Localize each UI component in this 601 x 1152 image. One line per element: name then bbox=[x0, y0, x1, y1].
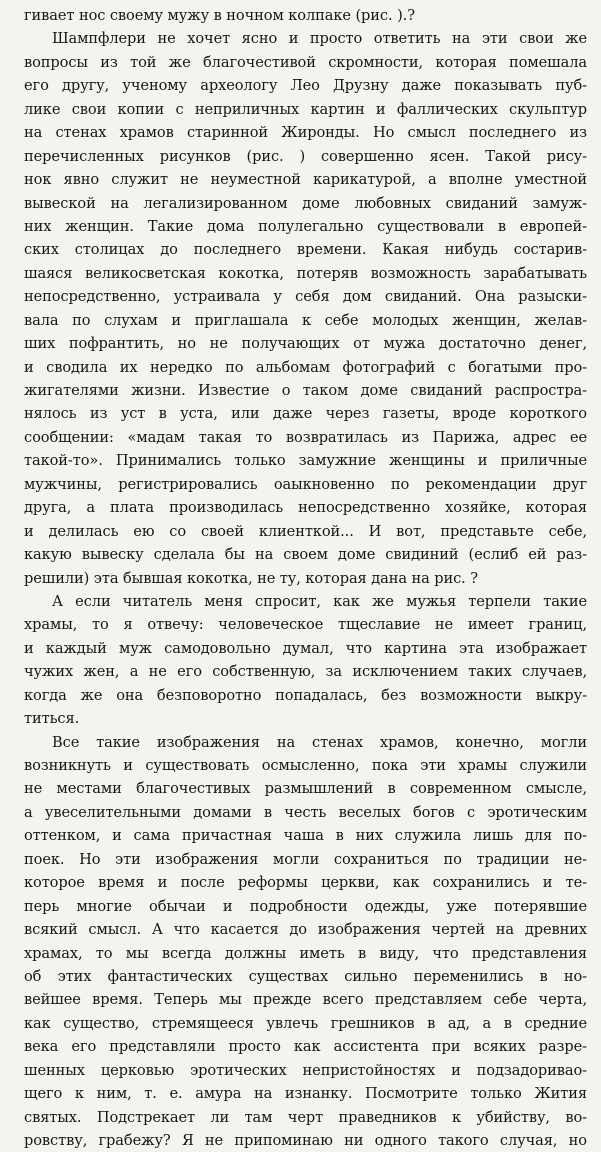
text-line: вейшее время. Теперь мы прежде всего представляем себе черта, bbox=[24, 991, 587, 1009]
text-line: оттенком, и сама причастная чаша в них служила лишь для по- bbox=[24, 827, 587, 845]
text-line: перь многие обычаи и подробности одежды, уже потерявшие bbox=[24, 897, 587, 915]
text-line: храмы, то я отвечу: человеческое тщеславие не имеет границ, bbox=[24, 616, 587, 634]
text-line: друга, а плата производилась непосредственно хозяйке, которая bbox=[24, 499, 587, 517]
text-line: титься. bbox=[24, 710, 80, 728]
text-line: не местами благочестивых размышлений в современном смысле, bbox=[24, 780, 587, 798]
text-line: чужих жен, а не его собственную, за исключением таких случаев, bbox=[24, 663, 587, 681]
text-line: на стенах храмов старинной Жиронды. Но смысл последнего из bbox=[24, 124, 587, 142]
text-line: его другу, ученому археологу Лео Друзну даже показывать пуб- bbox=[24, 77, 587, 95]
text-line: перечисленных рисунков (рис. ) совершенно ясен. Такой рису- bbox=[24, 147, 587, 165]
text-line: непосредственно, устраивала у себя дом свиданий. Она разыски- bbox=[24, 288, 587, 306]
text-line: вывеской на легализированном доме любовных свиданий замуж- bbox=[24, 194, 587, 212]
text-line: щего к ним, т. е. амура на изнанку. Посмотрите только Жития bbox=[24, 1085, 587, 1103]
text-line: Шампфлери не хочет ясно и просто ответить на эти свои же bbox=[52, 30, 587, 48]
text-line: А если читатель меня спросит, как же мужья терпели такие bbox=[52, 592, 587, 610]
text-line: святых. Подстрекает ли там черт праведников к убийству, во- bbox=[24, 1108, 587, 1126]
text-line: гивает нос своему мужу в ночном колпаке (рис. ).? bbox=[24, 7, 415, 24]
text-line: мужчины, регистрировались оаыкновенно по рекомендации друг bbox=[24, 475, 587, 493]
text-line: нялось из уст в уста, или даже через газеты, вроде короткого bbox=[24, 405, 587, 423]
text-line: поек. Но эти изображения могли сохраниться по традиции не- bbox=[24, 850, 587, 868]
text-line: Все такие изображения на стенах храмов, конечно, могли bbox=[52, 733, 587, 751]
text-line: нок явно служит не неуместной карикатурой, а вполне уместной bbox=[24, 171, 587, 189]
text-line: а увеселительными домами в честь веселых богов с эротическим bbox=[24, 803, 587, 821]
text-line: ских столицах до последнего времени. Какая нибудь состарив- bbox=[24, 241, 587, 259]
text-line: вала по слухам и приглашала к себе молодых женщин, желав- bbox=[24, 311, 587, 329]
text-line: возникнуть и существовать осмысленно, пока эти храмы служили bbox=[24, 757, 587, 774]
text-line: них женщин. Такие дома полулегально существовали в европей- bbox=[24, 217, 587, 235]
text-line: храмах, то мы всегда должны иметь в виду, что представления bbox=[24, 944, 587, 962]
text-line: шенных церковью эротических непристойностях и подзадоривао- bbox=[24, 1061, 587, 1079]
text-line: как существо, стремящееся увлечь грешников в ад, а в средние bbox=[24, 1014, 587, 1032]
text-line: когда же она безповоротно попадалась, без возможности выкру- bbox=[24, 686, 587, 704]
text-line: такой-то». Принимались только замужние женщины и приличные bbox=[24, 452, 587, 470]
text-line: всякий смысл. А что касается до изображения чертей на древних bbox=[24, 921, 587, 939]
text-line: и каждый муж самодовольно думал, что картина эта изображает bbox=[24, 639, 587, 657]
text-line: об этих фантастических существах сильно переменились в но- bbox=[24, 967, 587, 985]
text-line: какую вывеску сделала бы на своем доме свидиний (еслиб ей раз- bbox=[24, 546, 587, 564]
text-line: шаяся великосветская кокотка, потеряв возможность зарабатывать bbox=[24, 264, 587, 282]
text-line: которое время и после реформы церкви, как сохранились и те- bbox=[24, 874, 587, 892]
text-line: ших пофрантить, но не получающих от мужа достаточно денег, bbox=[24, 335, 587, 353]
text-line: лике свои копии с неприличных картин и фаллических скульптур bbox=[24, 100, 587, 118]
text-line: и сводила их нередко по альбомам фотографий с богатыми про- bbox=[24, 358, 587, 376]
text-line: решили) эта бывшая кокотка, не ту, которая дана на рис. ? bbox=[24, 569, 478, 587]
text-line: жигателями жизни. Известие о таком доме свиданий распростра- bbox=[24, 382, 587, 399]
text-line: ровству, грабежу? Я не припоминаю ни одного такого случая, но bbox=[24, 1132, 587, 1149]
text-line: сообщении: «мадам такая то возвратилась из Парижа, адрес ее bbox=[24, 428, 587, 446]
text-line: и делилась ею со своей клиенткой... И вот, представьте себе, bbox=[24, 522, 587, 540]
text-line: века его представляли просто как ассистента при всяких разре- bbox=[24, 1038, 587, 1056]
text-line: вопросы из той же благочестивой скромности, которая помешала bbox=[24, 53, 587, 71]
